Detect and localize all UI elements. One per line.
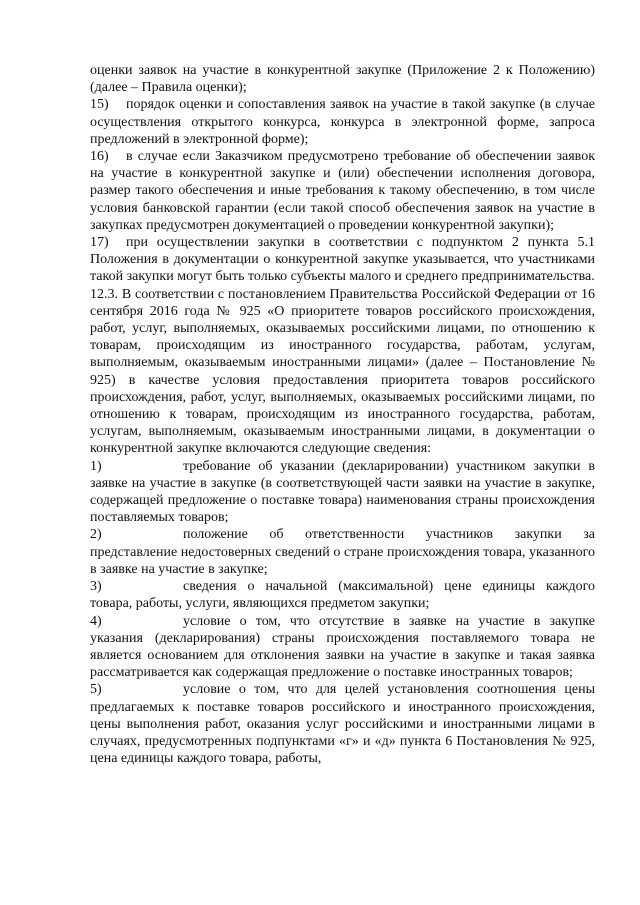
list-item-text: условие о том, что для целей установления соотношения цены предлагаемых к поставке товаров российского и иностранного происхождения, цены выполнения работ, оказания услуг российскими и иностранными лицами в случаях, предусмотренных подпунктами «г» и «д» пункта 6 Постановления № 925, цена единицы каждого товара, работы,	[90, 682, 595, 767]
list-item-3	[90, 578, 595, 612]
list-item-text: положение об ответственности участников закупки за представление недостоверных сведений о стране происхождения товара, указанного в заявке на участие в закупке;	[90, 527, 595, 577]
list-item-text: при осуществлении закупки в соответствии с подпунктом 2 пункта 5.1 Положения в документации о конкурентной закупке указывается, что участниками такой закупки могут быть только субъекты малого и среднего предпринимательства.	[90, 235, 595, 285]
list-item-15	[90, 96, 595, 148]
list-item-text: условие о том, что отсутствие в заявке на участие в закупке указания (декларирования) страны происхождения поставляемого товара не является основанием для отклонения заявки на участие в закупке и такая заявка рассматривается как содержащая предложение о поставке иностранных товаров;	[90, 613, 595, 681]
list-item-number: 1)	[90, 458, 102, 474]
document-body	[90, 62, 595, 767]
list-item-text: в случае если Заказчиком предусмотрено требование об обеспечении заявок на участие в конкурентной закупке и (или) обеспечении исполнения договора, размер такого обеспечения и иные требования к такому обеспечению, в том числе условия банковской гарантии (если такой способ обеспечения заявок на участие в закупках предусмотрен документацией о проведении конкурентной закупки);	[90, 149, 595, 233]
list-item-number: 16)	[90, 149, 109, 165]
list-item-2	[90, 526, 595, 578]
list-item-number: 4)	[90, 613, 102, 629]
list-item-4	[90, 613, 595, 682]
list-item-text: сведения о начальной (максимальной) цене единицы каждого товара, работы, услуги, являющихся предметом закупки;	[90, 579, 595, 612]
paragraph-text: оценки заявок на участие в конкурентной закупке (Приложение 2 к Положению) (далее – Правила оценки);	[90, 63, 595, 96]
section-text: 12.3. В соответствии с постановлением Правительства Российской Федерации от 16 сентября 2016 года № 925 «О приоритете товаров российского происхождения, работ, услуг, выполняемых, оказываемых российскими лицами, по отношению к товарам, происходящим из иностранного государства, работам, услугам, выполняемым, оказываемым иностранными лицами» (далее – Постановление № 925) в качестве условия предоставления приоритета товаров российского происхождения, работ, услуг, выполняемых, оказываемых российскими лицами, по отношению к товарам, происходящим из иностранного государства, работам, услугам, выполняемым, оказываемым иностранными лицами, в документации о конкурентной закупке включаются следующие сведения:	[90, 286, 595, 457]
list-item-number: 2)	[90, 527, 102, 543]
list-item-text: требование об указании (декларировании) участником закупки в заявке на участие в закупке (в соответствующей части заявки на участие в закупке, содержащей предложение о поставке товара) наименования страны происхождения поставляемых товаров;	[90, 458, 595, 526]
list-item-17	[90, 234, 595, 286]
list-item-number: 15)	[90, 97, 109, 113]
section-12-3	[90, 286, 595, 458]
list-item-number: 3)	[90, 579, 102, 595]
list-item-number: 5)	[90, 682, 102, 698]
list-item-5	[90, 681, 595, 767]
list-item-1	[90, 458, 595, 527]
list-item-16	[90, 148, 595, 234]
list-item-text: порядок оценки и сопоставления заявок на участие в такой закупке (в случае осуществления открытого конкурса, конкурса в электронной форме, запроса предложений в электронной форме);	[90, 97, 595, 147]
list-item-number: 17)	[90, 235, 109, 251]
paragraph-continuation	[90, 62, 595, 96]
